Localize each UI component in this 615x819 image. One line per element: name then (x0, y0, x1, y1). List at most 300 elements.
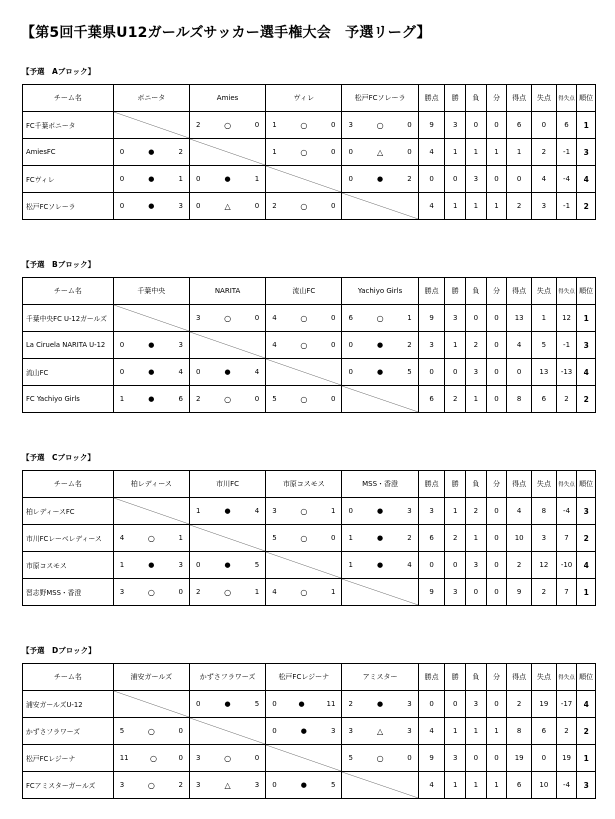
stat-header: 負 (466, 85, 487, 112)
goals-against: 2 (407, 175, 412, 183)
match-result (266, 112, 342, 139)
table-row (23, 166, 596, 193)
stat-value: 5 (532, 332, 557, 359)
header-row (23, 664, 596, 691)
stat-value: -1 (556, 193, 577, 220)
stat-value: 12 (532, 552, 557, 579)
team-name-header: チーム名 (23, 278, 114, 305)
goals-for: 1 (348, 561, 353, 569)
stat-value: 0 (507, 166, 532, 193)
stat-value: 9 (418, 112, 445, 139)
goals-against: 1 (178, 175, 183, 183)
stat-header: 得失点 (556, 471, 577, 498)
match-result (342, 166, 418, 193)
goals-for: 3 (272, 507, 277, 515)
opponent-header: 柏レディース (113, 471, 189, 498)
goals-for: 3 (348, 727, 353, 735)
match-result (189, 112, 265, 139)
stat-value: 7 (556, 525, 577, 552)
match-result (342, 498, 418, 525)
rank-value: 2 (577, 525, 596, 552)
rank-value: 4 (577, 359, 596, 386)
stat-header: 負 (466, 471, 487, 498)
opponent-header: かずさフラワーズ (189, 664, 265, 691)
stat-value: 8 (507, 718, 532, 745)
self-match-cell (342, 386, 418, 413)
team-name: 流山FC (23, 359, 114, 386)
goals-for: 1 (272, 121, 277, 129)
result-mark: ○ (224, 394, 232, 404)
stat-value: 6 (532, 718, 557, 745)
goals-for: 1 (119, 395, 125, 403)
match-result (113, 386, 189, 413)
stat-value: 1 (507, 139, 532, 166)
table-row (23, 112, 596, 139)
league-table (22, 277, 596, 413)
stat-header: 勝点 (418, 664, 445, 691)
goals-for: 5 (272, 395, 277, 403)
self-match-cell (266, 359, 342, 386)
goals-for: 6 (348, 314, 353, 322)
league-table (22, 470, 596, 606)
match-result (113, 332, 189, 359)
stat-value: 3 (532, 193, 557, 220)
result-mark: ○ (147, 533, 155, 543)
opponent-header: Yachiyo Girls (342, 278, 418, 305)
stat-header: 分 (486, 664, 507, 691)
result-mark: ○ (376, 313, 384, 323)
result-mark: ● (148, 148, 155, 156)
result-mark: ● (377, 341, 384, 349)
goals-against: 0 (254, 395, 260, 403)
match-result (342, 718, 418, 745)
stat-value: 0 (532, 745, 557, 772)
match-result (113, 193, 189, 220)
stat-header: 勝点 (418, 85, 445, 112)
goals-for: 2 (348, 700, 353, 708)
match-result (189, 691, 265, 718)
goals-for: 0 (119, 202, 125, 210)
goals-against: 3 (178, 341, 183, 349)
rank-value: 3 (577, 332, 596, 359)
stat-header: 得失点 (556, 85, 577, 112)
stat-header: 分 (486, 278, 507, 305)
match-result (189, 305, 265, 332)
goals-against: 5 (330, 781, 336, 789)
stat-value: -1 (556, 139, 577, 166)
stat-value: 2 (556, 386, 577, 413)
result-mark: ● (148, 175, 155, 183)
goals-against: 4 (178, 368, 183, 376)
team-name-header: チーム名 (23, 85, 114, 112)
match-result (266, 691, 342, 718)
goals-for: 3 (348, 121, 353, 129)
goals-against: 0 (178, 727, 183, 735)
stat-value: 0 (445, 359, 466, 386)
table-row (23, 359, 596, 386)
result-mark: ○ (376, 753, 384, 763)
stat-header: 得点 (507, 85, 532, 112)
opponent-header: ボニータ (113, 85, 189, 112)
stat-header: 分 (486, 85, 507, 112)
stat-value: 0 (486, 498, 507, 525)
stat-value: 0 (532, 112, 557, 139)
match-result (113, 166, 189, 193)
stat-value: 6 (532, 386, 557, 413)
match-result (342, 525, 418, 552)
self-match-cell (113, 691, 189, 718)
result-mark: ● (224, 507, 231, 515)
block-label: 【予選 Cブロック】 (22, 453, 95, 462)
result-mark: △ (376, 726, 384, 736)
goals-against: 1 (178, 534, 183, 542)
rank-value: 3 (577, 139, 596, 166)
stat-value: 1 (445, 772, 466, 799)
result-mark: ○ (147, 780, 155, 790)
stat-value: 1 (486, 139, 507, 166)
result-mark: ○ (224, 587, 232, 597)
stat-value: 3 (445, 112, 466, 139)
stat-value: 1 (445, 718, 466, 745)
stat-value: 4 (507, 498, 532, 525)
team-name: 市川FCレーベレディース (23, 525, 114, 552)
stat-value: 0 (486, 166, 507, 193)
match-result (113, 772, 189, 799)
table-row (23, 691, 596, 718)
goals-against: 3 (407, 700, 412, 708)
stat-header: 得点 (507, 471, 532, 498)
stat-value: 3 (418, 332, 445, 359)
goals-for: 0 (272, 727, 277, 735)
match-result (189, 498, 265, 525)
stat-value: 12 (556, 305, 577, 332)
stat-header: 勝 (445, 278, 466, 305)
match-result (113, 579, 189, 606)
goals-against: 0 (254, 121, 260, 129)
stat-header: 得点 (507, 278, 532, 305)
stat-value: 6 (507, 772, 532, 799)
rank-value: 1 (577, 745, 596, 772)
goals-for: 2 (272, 202, 277, 210)
result-mark: ○ (300, 506, 308, 516)
goals-for: 4 (272, 314, 277, 322)
goals-for: 4 (272, 341, 277, 349)
goals-against: 0 (407, 121, 412, 129)
match-result (342, 691, 418, 718)
result-mark: ● (377, 534, 384, 542)
match-result (342, 332, 418, 359)
stat-value: 19 (532, 691, 557, 718)
header-row (23, 85, 596, 112)
result-mark: ● (224, 561, 231, 569)
stat-value: 3 (532, 525, 557, 552)
stat-value: 0 (486, 525, 507, 552)
team-name: 市原コスモス (23, 552, 114, 579)
team-name-header: チーム名 (23, 664, 114, 691)
goals-against: 2 (178, 148, 183, 156)
stat-value: 2 (532, 579, 557, 606)
goals-for: 0 (348, 341, 353, 349)
opponent-header: Amies (189, 85, 265, 112)
goals-for: 5 (119, 727, 125, 735)
goals-for: 0 (195, 368, 201, 376)
goals-for: 0 (348, 175, 353, 183)
opponent-header: ヴィレ (266, 85, 342, 112)
goals-for: 0 (348, 148, 353, 156)
stat-value: 4 (418, 139, 445, 166)
match-result (113, 718, 189, 745)
stat-value: 8 (532, 498, 557, 525)
stat-header: 勝 (445, 471, 466, 498)
result-mark: ● (377, 700, 384, 708)
result-mark: ● (377, 368, 384, 376)
goals-against: 0 (178, 588, 183, 596)
result-mark: ○ (300, 340, 308, 350)
table-row (23, 718, 596, 745)
stat-value: 0 (445, 552, 466, 579)
rank-value: 1 (577, 579, 596, 606)
team-name: 松戸FCソレーラ (23, 193, 114, 220)
stat-value: 0 (418, 691, 445, 718)
goals-for: 0 (195, 175, 201, 183)
goals-against: 4 (254, 368, 260, 376)
goals-for: 0 (272, 700, 277, 708)
stat-value: 0 (486, 112, 507, 139)
stat-value: 3 (445, 745, 466, 772)
stat-header: 負 (466, 664, 487, 691)
stat-value: 9 (507, 579, 532, 606)
result-mark: ● (377, 561, 384, 569)
goals-for: 4 (272, 588, 277, 596)
stat-value: 1 (445, 193, 466, 220)
stat-value: 2 (445, 525, 466, 552)
stat-header: 勝点 (418, 471, 445, 498)
self-match-cell (266, 745, 342, 772)
stat-value: 3 (445, 305, 466, 332)
page-title: 【第5回千葉県U12ガールズサッカー選手権大会 予選リーグ】 (21, 25, 431, 41)
match-result (342, 305, 418, 332)
stat-value: 9 (418, 305, 445, 332)
stat-header: 失点 (532, 664, 557, 691)
stat-value: 7 (556, 579, 577, 606)
stat-value: 0 (486, 305, 507, 332)
goals-for: 2 (195, 395, 201, 403)
stat-value: 2 (507, 552, 532, 579)
goals-against: 3 (254, 781, 260, 789)
stat-header: 順位 (577, 664, 596, 691)
goals-for: 3 (195, 781, 201, 789)
stat-value: 4 (418, 772, 445, 799)
result-mark: ● (148, 341, 155, 349)
goals-against: 0 (330, 148, 336, 156)
team-name: 習志野MSS・香澄 (23, 579, 114, 606)
opponent-header: 千葉中央 (113, 278, 189, 305)
result-mark: ● (298, 700, 305, 708)
self-match-cell (342, 579, 418, 606)
goals-against: 3 (407, 727, 412, 735)
self-match-cell (113, 305, 189, 332)
match-result (189, 359, 265, 386)
match-result (266, 193, 342, 220)
opponent-header: 市原コスモス (266, 471, 342, 498)
goals-for: 3 (119, 588, 125, 596)
result-mark: ○ (300, 201, 308, 211)
stat-header: 勝 (445, 85, 466, 112)
stat-value: 1 (466, 718, 487, 745)
goals-for: 0 (348, 368, 353, 376)
match-result (266, 772, 342, 799)
stat-value: 1 (445, 498, 466, 525)
goals-against: 0 (254, 202, 260, 210)
goals-against: 1 (254, 175, 260, 183)
match-result (266, 139, 342, 166)
stat-value: 1 (466, 139, 487, 166)
result-mark: ● (224, 368, 231, 376)
goals-against: 11 (326, 700, 336, 708)
league-table (22, 663, 596, 799)
opponent-header: MSS・香澄 (342, 471, 418, 498)
goals-against: 0 (178, 754, 183, 762)
stat-value: 13 (507, 305, 532, 332)
header-row (23, 471, 596, 498)
goals-against: 3 (178, 561, 183, 569)
goals-for: 3 (119, 781, 125, 789)
stat-value: -17 (556, 691, 577, 718)
stat-header: 勝点 (418, 278, 445, 305)
table-row (23, 139, 596, 166)
goals-against: 2 (407, 534, 412, 542)
stat-header: 失点 (532, 471, 557, 498)
stat-value: 0 (445, 691, 466, 718)
opponent-header: 浦安ガールズ (113, 664, 189, 691)
match-result (189, 579, 265, 606)
result-mark: ○ (150, 753, 158, 763)
match-result (342, 552, 418, 579)
match-result (266, 579, 342, 606)
goals-against: 0 (330, 314, 336, 322)
league-table (22, 84, 596, 220)
stat-value: 2 (507, 691, 532, 718)
stat-header: 順位 (577, 85, 596, 112)
rank-value: 3 (577, 772, 596, 799)
result-mark: △ (224, 201, 231, 211)
goals-for: 3 (195, 314, 201, 322)
stat-value: 4 (418, 718, 445, 745)
rank-value: 2 (577, 386, 596, 413)
stat-value: 1 (445, 332, 466, 359)
result-mark: ○ (300, 587, 308, 597)
goals-for: 0 (272, 781, 277, 789)
stat-value: 0 (486, 552, 507, 579)
stat-value: -13 (556, 359, 577, 386)
team-name-header: チーム名 (23, 471, 114, 498)
opponent-header: NARITA (189, 278, 265, 305)
result-mark: ○ (147, 726, 155, 736)
self-match-cell (266, 552, 342, 579)
stat-header: 得失点 (556, 664, 577, 691)
match-result (189, 745, 265, 772)
stat-value: 0 (418, 359, 445, 386)
stat-value: 0 (486, 691, 507, 718)
stat-value: 1 (486, 193, 507, 220)
block-label: 【予選 Dブロック】 (22, 646, 96, 655)
goals-for: 1 (348, 534, 353, 542)
result-mark: ● (148, 202, 155, 210)
goals-against: 4 (407, 561, 412, 569)
match-result (266, 332, 342, 359)
stat-value: 2 (466, 498, 487, 525)
match-result (342, 359, 418, 386)
team-name: 松戸FCレジーナ (23, 745, 114, 772)
stat-value: 0 (445, 166, 466, 193)
stat-value: 2 (507, 193, 532, 220)
goals-for: 0 (195, 700, 201, 708)
match-result (189, 386, 265, 413)
stat-value: 2 (466, 332, 487, 359)
goals-for: 0 (348, 507, 353, 515)
result-mark: ○ (300, 120, 308, 130)
table-row (23, 525, 596, 552)
goals-for: 1 (119, 561, 125, 569)
goals-against: 0 (254, 314, 260, 322)
stat-value: 1 (532, 305, 557, 332)
goals-against: 5 (407, 368, 412, 376)
goals-for: 3 (195, 754, 201, 762)
stat-value: 1 (466, 386, 487, 413)
result-mark: ● (300, 781, 307, 789)
stat-value: 9 (418, 579, 445, 606)
goals-for: 1 (195, 507, 201, 515)
stat-value: 10 (532, 772, 557, 799)
stat-value: 3 (445, 579, 466, 606)
stat-value: 0 (486, 359, 507, 386)
team-name: AmiesFC (23, 139, 114, 166)
stat-value: 6 (418, 525, 445, 552)
table-row (23, 745, 596, 772)
team-name: FC千葉ボニータ (23, 112, 114, 139)
match-result (113, 552, 189, 579)
goals-against: 1 (407, 314, 412, 322)
table-row (23, 772, 596, 799)
stat-value: 19 (556, 745, 577, 772)
result-mark: ● (377, 507, 384, 515)
goals-against: 1 (330, 507, 336, 515)
self-match-cell (113, 112, 189, 139)
goals-against: 0 (254, 754, 260, 762)
stat-header: 失点 (532, 278, 557, 305)
table-row (23, 193, 596, 220)
stat-value: 0 (418, 552, 445, 579)
stat-value: 0 (466, 112, 487, 139)
stat-value: 3 (418, 498, 445, 525)
result-mark: ● (224, 175, 231, 183)
result-mark: △ (224, 780, 231, 790)
stat-value: 13 (532, 359, 557, 386)
goals-against: 0 (330, 202, 336, 210)
block-label: 【予選 Bブロック】 (22, 260, 96, 269)
goals-for: 2 (195, 121, 201, 129)
stat-value: 2 (556, 718, 577, 745)
goals-for: 11 (119, 754, 129, 762)
rank-value: 1 (577, 305, 596, 332)
table-row (23, 552, 596, 579)
team-name: FCヴィレ (23, 166, 114, 193)
match-result (266, 305, 342, 332)
stat-header: 順位 (577, 471, 596, 498)
stat-value: 0 (486, 332, 507, 359)
stat-value: 2 (445, 386, 466, 413)
table-row (23, 386, 596, 413)
